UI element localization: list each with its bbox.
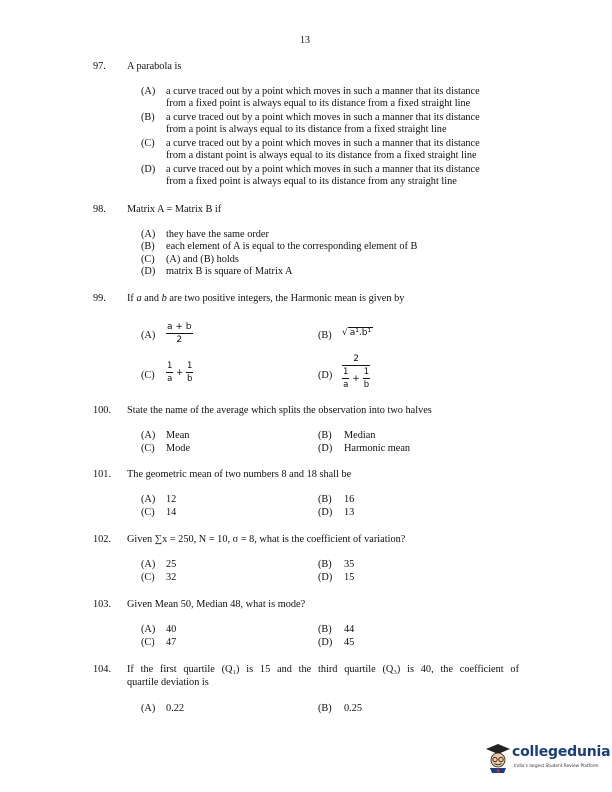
- option-label: (B): [318, 494, 332, 505]
- question-text: The geometric mean of two numbers 8 and 18 shall be: [127, 469, 352, 480]
- fraction: $\frac{a + b}{2}$: [167, 322, 192, 345]
- option-label: (D): [141, 266, 156, 277]
- fraction: 2 $\frac{1}{a}$ + $\frac{1}{b}$: [343, 354, 370, 390]
- option-text: 44: [344, 624, 355, 635]
- option-text: 0.22: [166, 703, 185, 714]
- option-label: (D): [318, 507, 333, 518]
- question-text: Given ∑x = 250, N = 10, σ = 8, what is the coefficient of variation?: [127, 534, 406, 545]
- option-label: (B): [141, 112, 155, 123]
- option-label: (C): [141, 443, 155, 454]
- option-label: (A): [141, 559, 156, 570]
- option-label: (A): [141, 624, 156, 635]
- brand-tagline: India's largest Student Review Platform: [514, 764, 599, 769]
- option-label: (B): [318, 430, 332, 441]
- question-number: 98.: [93, 204, 106, 215]
- option-label: (B): [318, 703, 332, 714]
- option-label: (B): [318, 559, 332, 570]
- question-text-cont: quartile deviation is: [127, 677, 209, 688]
- option-label: (B): [318, 624, 332, 635]
- option-text: 12: [166, 494, 177, 505]
- collegedunia-logo[interactable]: [484, 742, 611, 776]
- option-label: (C): [141, 507, 155, 518]
- option-text: Harmonic mean: [344, 443, 411, 454]
- option-label: (D): [141, 164, 156, 175]
- option-label: (C): [141, 138, 155, 149]
- option-label: (A): [141, 330, 156, 341]
- option-text: (A) and (B) holds: [166, 254, 239, 265]
- option-label: (D): [318, 637, 333, 648]
- question-text: Matrix A = Matrix B if: [127, 204, 222, 215]
- question-number: 97.: [93, 61, 106, 72]
- option-text: 13: [344, 507, 355, 518]
- option-text: 14: [166, 507, 177, 518]
- question-text: A parabola is: [127, 61, 182, 72]
- question-text: If a and b are two positive integers, the Harmonic mean is given by: [127, 293, 405, 304]
- option-label: (A): [141, 430, 156, 441]
- question-text: Given Mean 50, Median 48, what is mode?: [127, 599, 306, 610]
- fraction: $\frac{1}{a}$: [167, 361, 173, 384]
- question-number: 103.: [93, 599, 112, 610]
- option-formula-b: √ a¹.b¹: [342, 328, 372, 338]
- option-text: 47: [166, 637, 177, 648]
- option-text: 0.25: [344, 703, 363, 714]
- option-text: a curve traced out by a point which moves in such a manner that its distance from a fixed point is always equal to its distance from any straight line: [166, 164, 480, 188]
- option-label: (A): [141, 494, 156, 505]
- option-text: Mode: [166, 443, 191, 454]
- question-text: State the name of the average which splits the observation into two halves: [127, 405, 432, 416]
- brand-name: collegedunia: [512, 744, 611, 760]
- option-label: (C): [141, 254, 155, 265]
- option-text: 45: [344, 637, 355, 648]
- question-number: 102.: [93, 534, 112, 545]
- question-text: If the first quartile (Q₁) is 15 and the third quartile (Q₃) is 40, the coefficient of: [127, 664, 519, 675]
- option-text: they have the same order: [166, 229, 269, 240]
- option-label: (D): [318, 443, 333, 454]
- option-label: (B): [141, 241, 155, 252]
- option-text: each element of A is equal to the corresponding element of B: [166, 241, 418, 252]
- question-number: 100.: [93, 405, 112, 416]
- option-label: (C): [141, 637, 155, 648]
- option-label: (B): [318, 330, 332, 341]
- page-number: 13: [300, 35, 310, 46]
- option-text: a curve traced out by a point which moves in such a manner that its distance from a distant point is always equal to its distance from a fixed straight line: [166, 138, 480, 162]
- option-text: a curve traced out by a point which moves in such a manner that its distance from a fixed point is always equal to its distance from a fixed straight line: [166, 86, 480, 110]
- question-number: 101.: [93, 469, 112, 480]
- fraction: $\frac{1}{b}$: [186, 361, 193, 384]
- option-text: 32: [166, 572, 177, 583]
- option-label: (A): [141, 86, 156, 97]
- option-text: 15: [344, 572, 355, 583]
- graduate-mascot-icon: [484, 742, 512, 774]
- option-text: a curve traced out by a point which moves in such a manner that its distance from a point is always equal to its distance from a fixed straight line: [166, 112, 480, 136]
- question-number: 104.: [93, 664, 112, 675]
- option-text: 16: [344, 494, 355, 505]
- fraction: $\frac{1}{a}$: [343, 367, 349, 390]
- option-text: Mean: [166, 430, 190, 441]
- option-label: (D): [318, 370, 333, 381]
- option-text: 35: [344, 559, 355, 570]
- option-label: (A): [141, 229, 156, 240]
- fraction: $\frac{1}{b}$: [363, 367, 370, 390]
- option-text: 25: [166, 559, 177, 570]
- option-formula-d: [342, 354, 370, 390]
- option-formula-c: $\frac{1}{a}$ + $\frac{1}{b}$: [167, 361, 193, 384]
- option-label: (C): [141, 370, 155, 381]
- option-text: 40: [166, 624, 177, 635]
- question-number: 99.: [93, 293, 106, 304]
- option-text: matrix B is square of Matrix A: [166, 266, 293, 277]
- option-text: Median: [344, 430, 376, 441]
- option-label: (D): [318, 572, 333, 583]
- option-label: (C): [141, 572, 155, 583]
- option-formula-a: [166, 322, 193, 345]
- option-label: (A): [141, 703, 156, 714]
